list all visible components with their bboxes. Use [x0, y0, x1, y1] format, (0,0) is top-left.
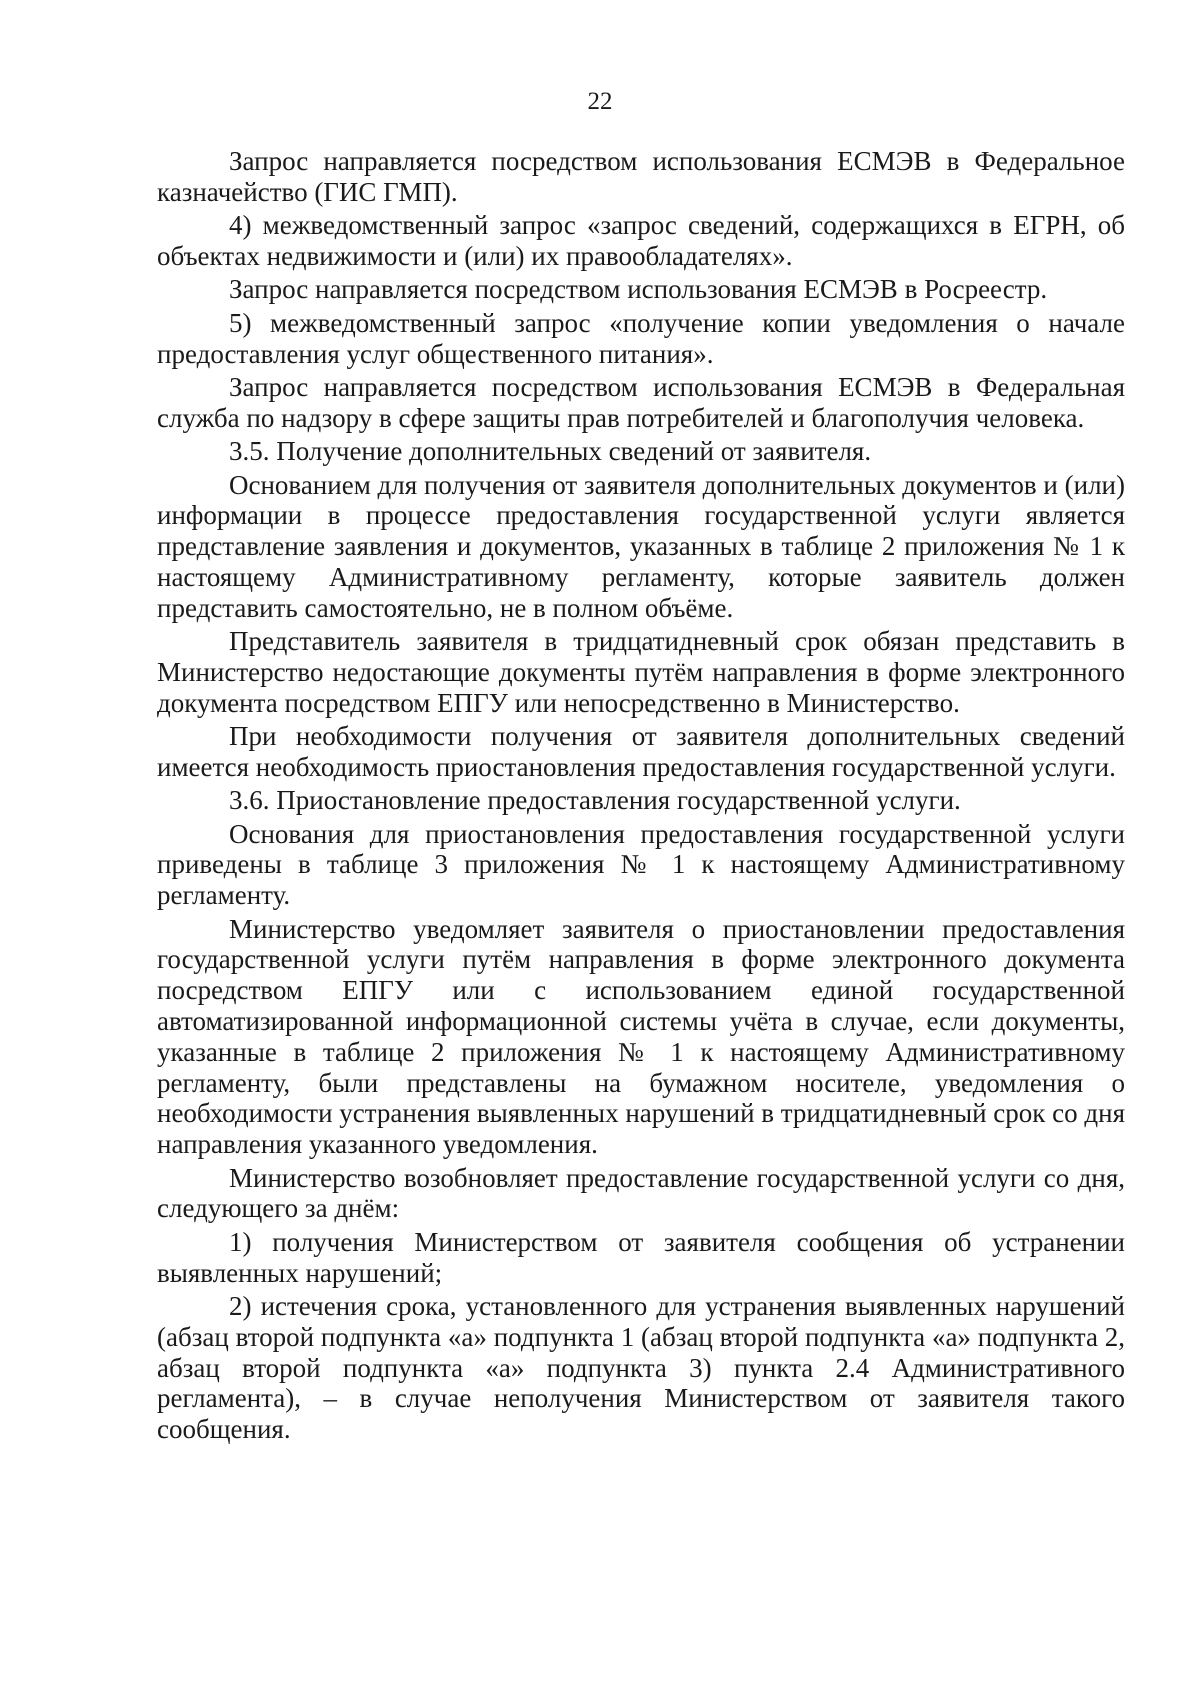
paragraph-item-5-catering-notice: 5) межведомственный запрос «получение копии уведомления о начале предоставления услуг общественного питания». — [157, 307, 1125, 369]
paragraph-item-4-egrn-request: 4) межведомственный запрос «запрос сведений, содержащихся в ЕГРН, об объектах недвижимости и (или) их правообладателях». — [157, 210, 1125, 271]
paragraph-ministry-notifies: Министерство уведомляет заявителя о приостановлении предоставления государственной услуги путём направления в форме электронного документа посредством ЕПГУ или с использованием единой государственной автоматизированной информационной системы учёта в случае, если документы, указанные в таблице 2 приложения № 1 к настоящему Административному регламенту, были представлены на бумажном носителе, уведомления о необходимости устранения выявленных нарушений в тридцатидневный срок со дня направления указанного уведомления. — [157, 913, 1125, 1160]
paragraph-suspension-necessity: При необходимости получения от заявителя дополнительных сведений имеется необходимость приостановления предоставления государственной услуги. — [157, 721, 1125, 782]
paragraph-grounds-additional-docs: Основанием для получения от заявителя дополнительных документов и (или) информации в процессе предоставления государственной услуги является представление заявления и документов, указанных в таблице 2 приложения № 1 к настоящему Административному регламенту, которые заявитель должен представить самостоятельно, не в полном объёме. — [157, 469, 1125, 623]
list-item-2-deadline-expired: 2) истечения срока, установленного для устранения выявленных нарушений (абзац второй подпункта «а» подпункта 1 (абзац второй подпункта «а» подпункта 2, абзац второй подпункта «а» подпункта 3) пункта 2.4 Административного регламента), – в случае неполучения Министерством от заявителя такого сообщения. — [157, 1291, 1125, 1445]
document-body — [157, 146, 1125, 1448]
paragraph-suspension-grounds: Основания для приостановления предоставления государственной услуги приведены в таблице 3 приложения № 1 к настоящему Административному регламенту. — [157, 818, 1125, 911]
list-item-1-violations-fixed: 1) получения Министерством от заявителя сообщения об устранении выявленных нарушений; — [157, 1226, 1125, 1288]
section-heading-3-6: 3.6. Приостановление предоставления государственной услуги. — [229, 785, 961, 816]
paragraph-request-rospotrebnadzor: Запрос направляется посредством использования ЕСМЭВ в Федеральная служба по надзору в сфере защиты прав потребителей и благополучия человека. — [157, 371, 1125, 433]
section-heading-3-5: 3.5. Получение дополнительных сведений от заявителя. — [229, 436, 872, 467]
paragraph-ministry-resumes: Министерство возобновляет предоставление государственной услуги со дня, следующего за днём: — [157, 1162, 1125, 1224]
paragraph-request-treasury: Запрос направляется посредством использования ЕСМЭВ в Федеральное казначейство (ГИС ГМП). — [157, 146, 1125, 207]
paragraph-request-rosreestr: Запрос направляется посредством использования ЕСМЭВ в Росреестр. — [229, 274, 1048, 305]
page-number: 22 — [587, 88, 613, 115]
paragraph-representative-deadline: Представитель заявителя в тридцатидневный срок обязан представить в Министерство недостающие документы путём направления в форме электронного документа посредством ЕПГУ или непосредственно в Министерство. — [157, 626, 1125, 718]
